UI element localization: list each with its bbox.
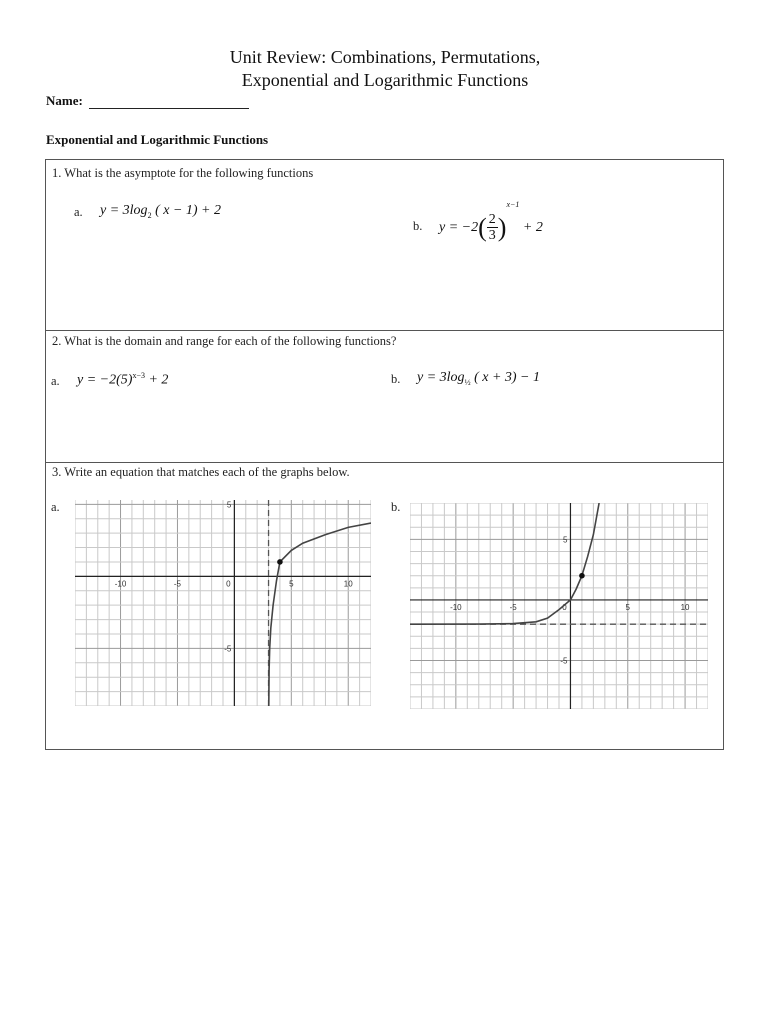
- q1a-eq-base: 2: [147, 210, 152, 220]
- question-2-box: [45, 330, 724, 463]
- q2a-eq-tail: + 2: [148, 372, 169, 388]
- graph-a-x-tick-label: 10: [343, 579, 353, 589]
- question-3-prompt: 3. Write an equation that matches each of the graphs below.: [52, 465, 350, 479]
- graph-a-x-tick-label: -10: [114, 579, 127, 589]
- question-2a-label: a.: [51, 374, 60, 388]
- graph-b-x-tick-label: 0: [562, 602, 567, 612]
- graph-a-marked-point: [277, 559, 283, 565]
- graph-b-y-tick-label: -5: [560, 656, 568, 666]
- question-1-box: [45, 159, 724, 331]
- q1b-eq-tail: + 2: [522, 219, 543, 235]
- graph-a-x-tick-label: -5: [173, 579, 182, 589]
- q1a-eq-tail: ( x − 1) + 2: [155, 203, 221, 218]
- question-3b-label: b.: [391, 500, 401, 514]
- question-1b-label: b.: [413, 219, 423, 233]
- q1b-fraction: [487, 212, 498, 243]
- graph-a-x-tick-label: 5: [289, 579, 294, 589]
- name-label: Name:: [46, 93, 83, 108]
- question-2b-label: b.: [391, 372, 401, 386]
- graph-a-y-tick-label: 5: [226, 500, 232, 510]
- question-2a-equation: [77, 371, 168, 389]
- graph-b-x-tick-label: 10: [680, 602, 690, 612]
- graph-b-x-tick-label: -5: [509, 602, 517, 612]
- graph-b-y-tick-label: 5: [563, 535, 568, 545]
- question-1b-equation: y = −2( $\frac{2}{3}$ )$^{x-1}$ + 2: [439, 200, 543, 244]
- graph-a-curve: [269, 523, 371, 706]
- question-2b-equation: [417, 370, 540, 387]
- q2b-eq-tail: ( x + 3) − 1: [474, 370, 540, 385]
- q1b-eq-head: y = −2: [439, 219, 479, 235]
- q1a-eq-head: y = 3log: [100, 203, 148, 218]
- graph-a: [75, 500, 371, 706]
- q2a-exponent: x−3: [132, 371, 145, 380]
- q2a-eq-head: y = −2(5): [77, 372, 133, 388]
- q1b-frac-num: 2: [488, 212, 496, 228]
- name-blank-line[interactable]: [89, 95, 249, 109]
- question-2-prompt: 2. What is the domain and range for each of the following functions?: [52, 334, 397, 348]
- graph-b: [410, 503, 708, 709]
- question-1-prompt: 1. What is the asymptote for the following functions: [52, 166, 314, 180]
- question-1a-equation: [100, 203, 221, 220]
- graph-a-y-tick-label: -5: [224, 644, 232, 654]
- worksheet-title: [0, 46, 770, 92]
- graph-a-x-tick-label: 0: [226, 579, 231, 589]
- q1b-exponent: x−1: [506, 200, 520, 209]
- graph-b-x-tick-label: -10: [450, 602, 462, 612]
- question-1a-label: a.: [74, 205, 83, 219]
- graph-b-x-tick-label: 5: [625, 602, 630, 612]
- name-field: [46, 93, 249, 109]
- question-3a-label: a.: [51, 500, 60, 514]
- graph-b-marked-point: [579, 573, 585, 579]
- section-heading: Exponential and Logarithmic Functions: [46, 132, 269, 147]
- question-3-box: [45, 462, 724, 750]
- title-line-2: Exponential and Logarithmic Functions: [241, 70, 529, 90]
- q1b-frac-den: 3: [488, 228, 496, 244]
- q2b-eq-base: ½: [464, 377, 471, 387]
- title-line-1: Unit Review: Combinations, Permutations,: [229, 47, 541, 67]
- q2b-eq-head: y = 3log: [417, 370, 465, 385]
